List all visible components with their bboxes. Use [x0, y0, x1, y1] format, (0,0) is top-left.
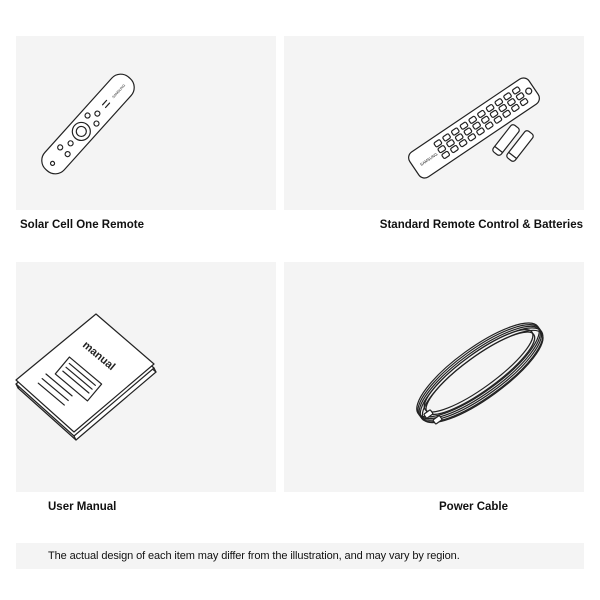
caption-solar-remote: Solar Cell One Remote [20, 219, 144, 231]
caption-standard-remote: Standard Remote Control & Batteries [379, 219, 583, 231]
manual-cover-text: manual [80, 339, 118, 374]
item-card-power-cable [284, 262, 584, 492]
standard-remote-icon [284, 36, 584, 210]
manual-icon [16, 262, 276, 492]
standard-remote-brand-text: SAMSUNG [418, 151, 439, 167]
caption-user-manual: User Manual [48, 501, 117, 513]
power-cable-icon [284, 262, 584, 492]
solar-remote-icon [16, 36, 276, 210]
disclaimer-text: The actual design of each item may differ from the illustration, and may vary by region. [48, 550, 460, 562]
item-card-user-manual [16, 262, 276, 492]
item-card-solar-remote [16, 36, 276, 210]
item-card-standard-remote [284, 36, 584, 210]
caption-power-cable: Power Cable [439, 501, 509, 513]
remote-brand-text: SAMSUNG [111, 83, 127, 100]
disclaimer-bar [16, 543, 584, 569]
